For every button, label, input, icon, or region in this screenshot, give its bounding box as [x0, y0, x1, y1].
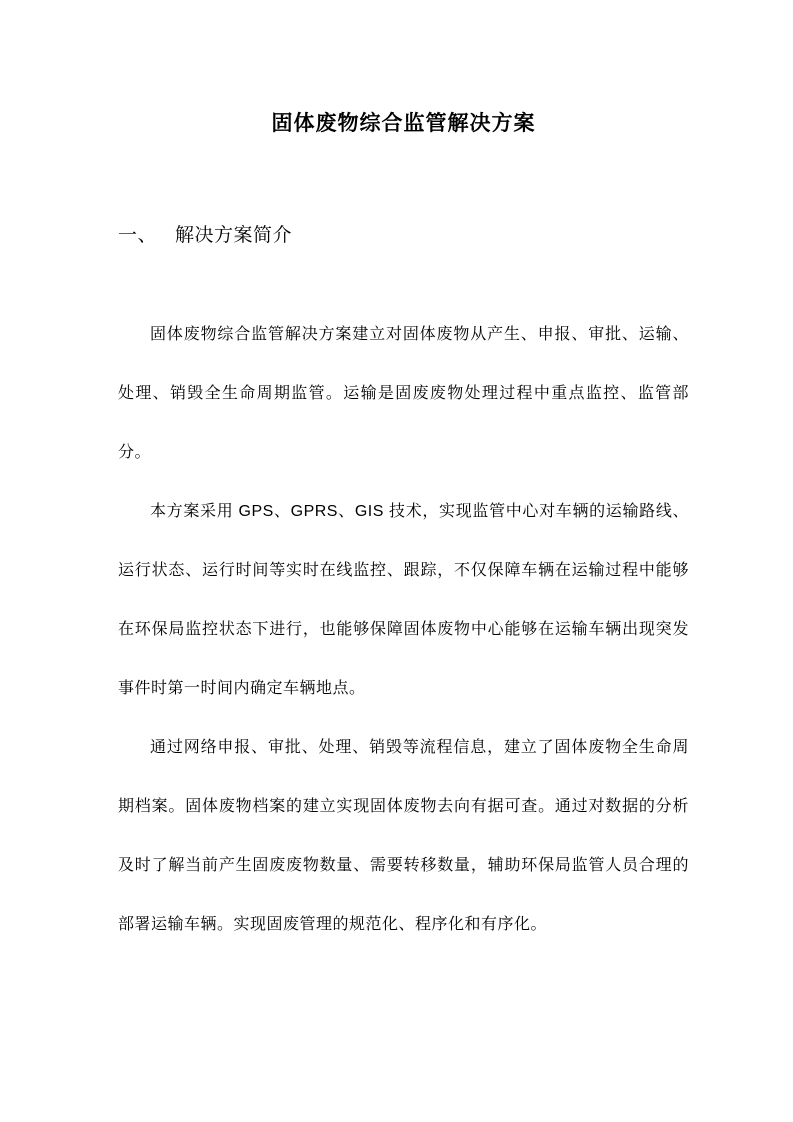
paragraph: 通过网络申报、审批、处理、销毁等流程信息，建立了固体废物全生命周期档案。固体废物档案的建立实现固体废物去向有据可查。通过对数据的分析及时了解当前产生固废废物数量、需要转移数量，辅助环保局监管人员合理的部署运输车辆。实现固废管理的规范化、程序化和有序化。: [118, 739, 689, 933]
section-number: 一、: [118, 225, 158, 246]
section-heading: [118, 224, 689, 248]
paragraph: 本方案采用 GPS、GPRS、GIS 技术，实现监管中心对车辆的运输路线、运行状态、运行时间等实时在线监控、跟踪，不仅保障车辆在运输过程中能够在环保局监控状态下进行，也能够保障固体废物中心能够在运输车辆出现突发事件时第一时间内确定车辆地点。: [118, 503, 689, 697]
section-heading-text: 解决方案简介: [175, 225, 293, 246]
paragraph: 固体废物综合监管解决方案建立对固体废物从产生、申报、审批、运输、处理、销毁全生命周期监管。运输是固废废物处理过程中重点监控、监管部分。: [118, 326, 689, 461]
document-body: [118, 305, 689, 954]
document-title: 固体废物综合监管解决方案: [271, 112, 536, 135]
